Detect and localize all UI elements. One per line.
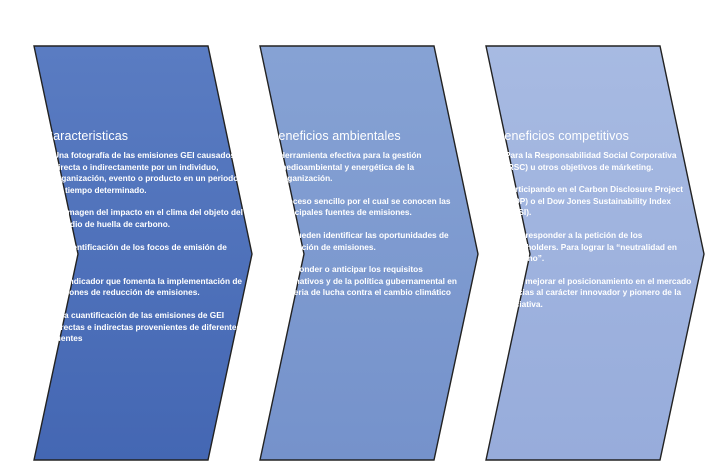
list-item-text: Herramienta efectiva para la gestión medioambiental y energética de la organización. <box>279 150 422 184</box>
list-item <box>270 196 466 219</box>
bullet-icon: • <box>44 151 47 160</box>
bullet-icon: • <box>270 196 273 206</box>
list-item-text: Responder o anticipar los requisitos normativos y de la política gubernamental en materia de lucha contra el cambio climático <box>279 264 457 298</box>
bullet-icon: • <box>270 151 273 160</box>
panel-title: Caracteristicas <box>44 129 129 143</box>
list-item-text: Para responder a la petición de los stakeholders. Para lograr la “neutralidad en carbono”. <box>505 229 677 264</box>
panel-title: Beneficios competitivos <box>496 129 629 143</box>
list-item-text: Para mejorar el posicionamiento en el mercado gracias al carácter innovador y pionero de la iniciativa. <box>505 275 692 309</box>
list-item <box>44 276 244 299</box>
list-item-text: Se pueden identificar las oportunidades de reducción de emisiones. <box>279 229 449 252</box>
list-item <box>44 310 244 345</box>
bullet-icon: • <box>270 265 273 275</box>
list-item-text: La identificación de los focos de emisión de GEI. <box>53 241 227 264</box>
panel-competitive <box>496 129 692 322</box>
list-item <box>270 264 466 299</box>
list-item-text: Una fotografía de las emisiones GEI causados directa o indirectamente por un individuo, organización, evento o producto en un periodo de tiempo determinado. <box>53 150 239 195</box>
list-item <box>496 276 692 311</box>
panel-list <box>44 150 244 345</box>
list-item <box>44 150 244 196</box>
list-item <box>270 230 466 253</box>
panel-list <box>270 150 466 299</box>
bullet-icon: • <box>496 151 499 160</box>
bullet-icon: • <box>44 208 47 218</box>
bullet-icon: • <box>496 276 499 286</box>
list-item-text: Proceso sencillo por el cual se conocen las principales fuentes de emisiones. <box>279 195 451 218</box>
list-item <box>496 184 692 219</box>
list-item <box>44 207 244 230</box>
panel-characteristics <box>44 129 244 356</box>
panel-list <box>496 150 692 311</box>
bullet-icon: • <box>44 276 47 286</box>
bullet-icon: • <box>44 242 47 252</box>
list-item-text: Para la Responsabilidad Social Corporativa (RSC) u otros objetivos de márketing. <box>505 150 677 172</box>
list-item <box>496 230 692 265</box>
list-item-text: Una cuantificación de las emisiones de GEI directas e indirectas provenientes de diferentes fuentes <box>53 309 242 344</box>
bullet-icon: • <box>496 185 499 195</box>
bullet-icon: • <box>496 230 499 240</box>
list-item <box>44 242 244 265</box>
bullet-icon: • <box>270 230 273 240</box>
list-item <box>496 150 692 173</box>
list-item-text: Participando en el Carbon Disclosure Project (CDP) o el Dow Jones Sustainability Index (DJSI). <box>505 184 683 218</box>
panel-environmental <box>270 129 466 310</box>
list-item-text: La imagen del impacto en el clima del objeto del estudio de huella de carbono. <box>53 207 243 229</box>
bullet-icon: • <box>44 310 47 320</box>
panel-title: Beneficios ambientales <box>270 129 401 143</box>
list-item <box>270 150 466 185</box>
list-item-text: Un indicador que fomenta la implementación de acciones de reducción de emisiones. <box>53 275 243 298</box>
